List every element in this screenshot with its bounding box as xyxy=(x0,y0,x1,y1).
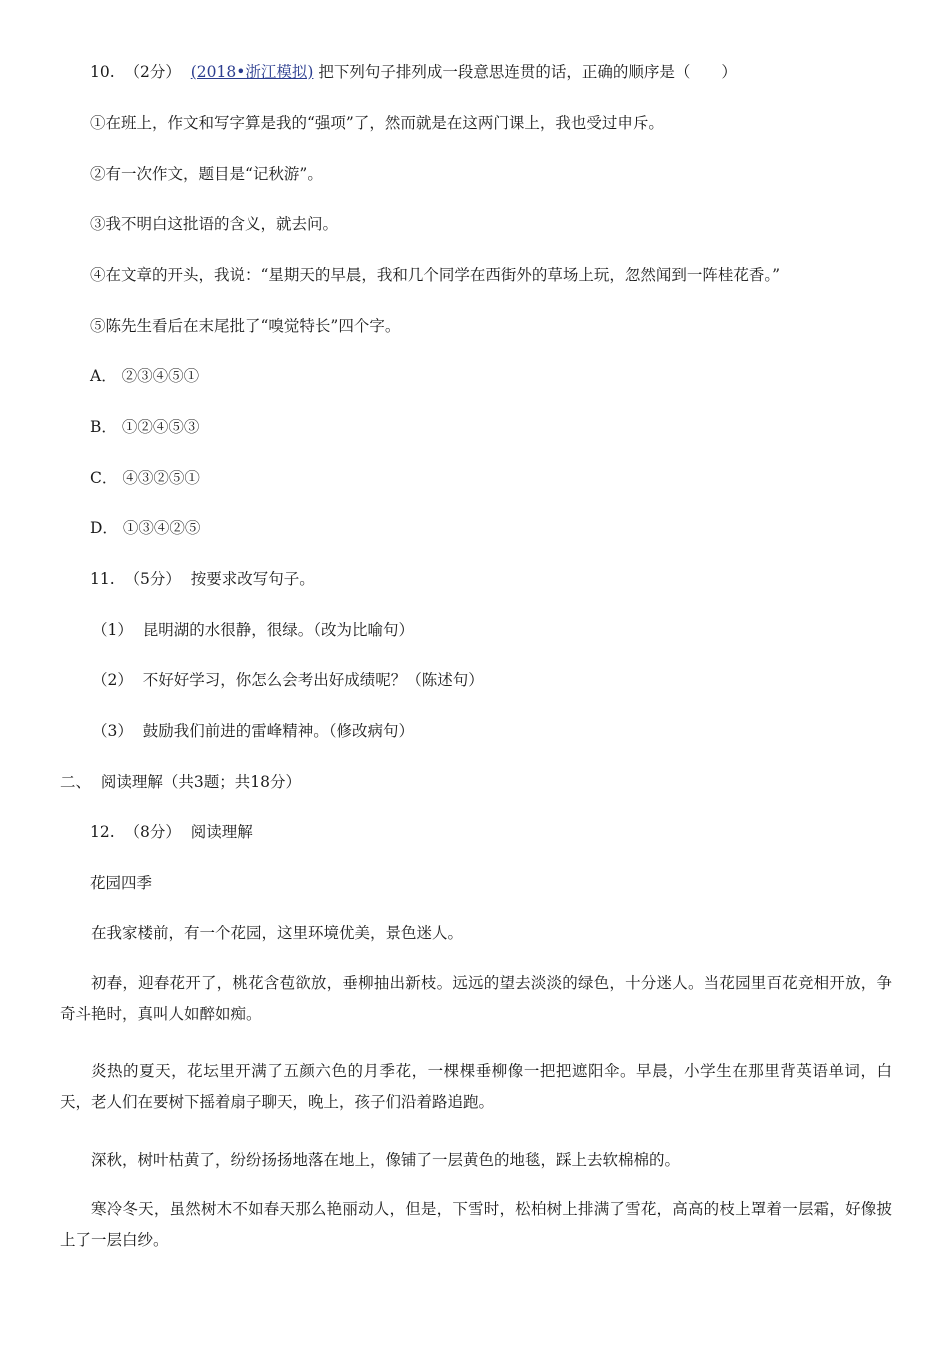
sentence-3: ③我不明白这批语的含义，就去问。 xyxy=(90,215,339,233)
passage-paragraph-2: 初春，迎春花开了，桃花含苞欲放，垂柳抽出新枝。远远的望去淡淡的绿色，十分迷人。当花园里百花竞相开放，争奇斗艳时，真叫人如醉如痴。 xyxy=(60,974,892,1023)
sentence-1: ①在班上，作文和写字算是我的“强项”了，然而就是在这两门课上，我也受过申斥。 xyxy=(90,114,664,132)
question-score: （5分） xyxy=(124,570,181,588)
option-c[interactable] xyxy=(90,468,200,488)
sub-question-3 xyxy=(92,721,414,741)
option-a[interactable] xyxy=(90,366,199,386)
option-label: A． xyxy=(90,367,117,385)
option-text: ②③④⑤① xyxy=(121,367,200,385)
sub-question-label: （1） xyxy=(92,621,133,639)
question-number: 10. xyxy=(90,63,115,81)
sub-question-text: 不好好学习，你怎么会考出好成绩呢？（陈述句） xyxy=(142,671,484,689)
question-number: 11. xyxy=(90,570,115,588)
option-text: ①③④②⑤ xyxy=(122,519,201,537)
sub-question-1 xyxy=(92,620,414,640)
option-d[interactable] xyxy=(90,518,200,538)
sub-question-label: （3） xyxy=(92,722,133,740)
option-label: C． xyxy=(90,469,118,487)
question-stem: 阅读理解 xyxy=(190,823,253,841)
question-score: （8分） xyxy=(124,823,181,841)
question-stem: 把下列句子排列成一段意思连贯的话，正确的顺序是（ ） xyxy=(318,63,737,81)
passage-paragraph-4: 深秋，树叶枯黄了，纷纷扬扬地落在地上，像铺了一层黄色的地毯，踩上去软棉棉的。 xyxy=(91,1151,681,1169)
section-title: 阅读理解（共3题；共18分） xyxy=(100,773,301,791)
passage-paragraph-3: 炎热的夏天，花坛里开满了五颜六色的月季花，一棵棵垂柳像一把把遮阳伞。早晨，小学生在那里背英语单词，白天，老人们在要树下摇着扇子聊天，晚上，孩子们沿着路追跑。 xyxy=(60,1062,892,1111)
option-text: ①②④⑤③ xyxy=(121,418,200,436)
question-score: （2分） xyxy=(124,63,181,81)
question-number: 12. xyxy=(90,823,115,841)
question-11-header xyxy=(90,569,315,589)
section-label: 二、 xyxy=(60,773,92,791)
option-text: ④③②⑤① xyxy=(122,469,200,487)
sub-question-2 xyxy=(92,670,484,690)
sentence-2: ②有一次作文，题目是“记秋游”。 xyxy=(90,165,323,183)
sentence-4: ④在文章的开头，我说：“星期天的早晨，我和几个同学在西街外的草场上玩，忽然闻到一阵桂花香。” xyxy=(90,266,781,284)
passage-title: 花园四季 xyxy=(90,874,153,892)
sentence-5: ⑤陈先生看后在末尾批了“嗅觉特长”四个字。 xyxy=(90,317,401,335)
option-label: B． xyxy=(90,418,117,436)
question-10-header xyxy=(90,62,737,82)
option-label: D． xyxy=(90,519,118,537)
section-heading xyxy=(60,772,301,792)
question-source-link[interactable]: (2018•浙江模拟) xyxy=(190,63,314,81)
option-b[interactable] xyxy=(90,417,199,437)
sub-question-label: （2） xyxy=(92,671,133,689)
passage-paragraph-1: 在我家楼前，有一个花园，这里环境优美，景色迷人。 xyxy=(91,924,464,942)
question-12-header xyxy=(90,822,253,842)
sub-question-text: 昆明湖的水很静，很绿。（改为比喻句） xyxy=(142,621,414,639)
question-stem: 按要求改写句子。 xyxy=(190,570,315,588)
passage-paragraph-5: 寒冷冬天，虽然树木不如春天那么艳丽动人，但是，下雪时，松柏树上排满了雪花，高高的枝上罩着一层霜，好像披上了一层白纱。 xyxy=(60,1200,892,1249)
sub-question-text: 鼓励我们前进的雷峰精神。（修改病句） xyxy=(142,722,414,740)
